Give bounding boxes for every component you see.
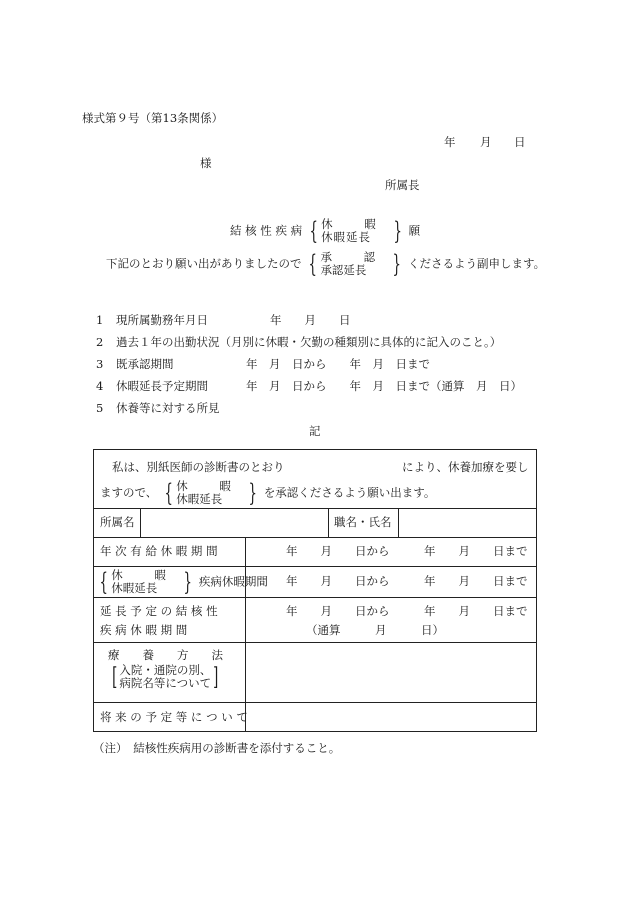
request-text-1b: により、休養加療を要し [402,460,529,474]
item-3-label: 既承認期間 [116,357,174,371]
sick-leave-option-2: 休暇延長 [111,581,158,596]
item-3-no: 3 [96,357,104,371]
sick-leave-suffix: 疾病休暇期間 [198,574,268,589]
sick-leave-option-1: 休 暇 [111,568,180,582]
title-option-2: 休暇延長 [321,230,372,245]
intro-suffix: くださるよう副申します。 [408,256,546,271]
item-1-label: 現所属勤務年月日 [116,313,208,327]
form-number: 様式第９号（第13条関係） [82,111,224,125]
item-1-value: 年 月 日 [270,313,351,327]
item-2-no: 2 [96,335,104,349]
title-options: { 休 暇 休暇延長 } [309,217,402,246]
request-line-2 [100,480,435,506]
extension-label-2: 疾 病 休 暇 期 間 [100,623,188,637]
ki-mark: 記 [309,424,321,438]
item-5-no: 5 [96,401,104,415]
job-name-label: 職名・氏名 [334,515,392,529]
item-4-no: 4 [96,379,104,393]
item-1-no: 1 [96,313,104,327]
method-note-1: 入院・通院の別、 [119,663,212,677]
intro-option-1: 承 認 [320,250,390,264]
date-year: 年 [444,135,456,149]
annual-leave-label: 年 次 有 給 休 暇 期 間 [100,544,218,558]
item-2-label: 過去１年の出勤状況（月別に休暇・欠勤の種類別に具体的に記入のこと。） [116,335,502,349]
method-note: [ 入院・通院の別、 病院名等について ] [112,663,219,692]
affiliation-head: 所属長 [385,178,420,192]
date-day: 日 [514,135,526,149]
footnote: （注） 結核性疾病用の診断書を添付すること。 [93,741,341,755]
extension-total: （通算 月 日） [306,623,444,637]
method-note-2: 病院名等について [119,676,212,691]
title-prefix: 結 核 性 疾 病 [230,223,303,238]
extension-label-1: 延 長 予 定 の 結 核 性 [100,604,218,618]
document-title [230,218,420,244]
title-suffix: 願 [408,223,421,238]
item-5-label: 休養等に対する所見 [116,401,220,415]
item-4-label: 休暇延長予定期間 [116,379,208,393]
request-option-1: 休 暇 [176,479,245,493]
method-label: 療 養 方 法 [108,648,223,662]
request-option-2: 休暇延長 [176,492,223,507]
intro-prefix: 下記のとおり願い出がありましたので [106,256,302,271]
future-label: 将 来 の 予 定 等 に つ い て [100,710,248,724]
sick-leave-options: { 休 暇 休暇延長 } [99,568,192,597]
annual-leave-period: 年 月 日から 年 月 日まで [286,544,528,558]
date-month: 月 [480,135,492,149]
request-text-1a: 私は、別紙医師の診断書のとおり [112,460,285,474]
affiliation-label: 所属名 [100,515,135,529]
item-3-value: 年 月 日から 年 月 日まで [246,357,430,371]
intro-option-2: 承認延長 [320,263,367,278]
intro-options: { 承 認 承認延長 } [308,250,401,279]
addressee-suffix: 様 [200,156,212,170]
request-text-2a: ますので、 [100,485,158,500]
application-table [93,449,537,732]
extension-period: 年 月 日から 年 月 日まで [286,604,528,618]
intro-sentence [106,251,545,277]
item-4-value: 年 月 日から 年 月 日まで（通算 月 日） [246,379,522,393]
title-option-1: 休 暇 [321,217,390,231]
request-text-2b: を承認くださるよう願い出ます。 [263,485,436,500]
sick-leave-period: 年 月 日から 年 月 日まで [286,574,528,588]
sick-leave-label [96,569,268,595]
request-options: { 休 暇 休暇延長 } [164,479,257,508]
